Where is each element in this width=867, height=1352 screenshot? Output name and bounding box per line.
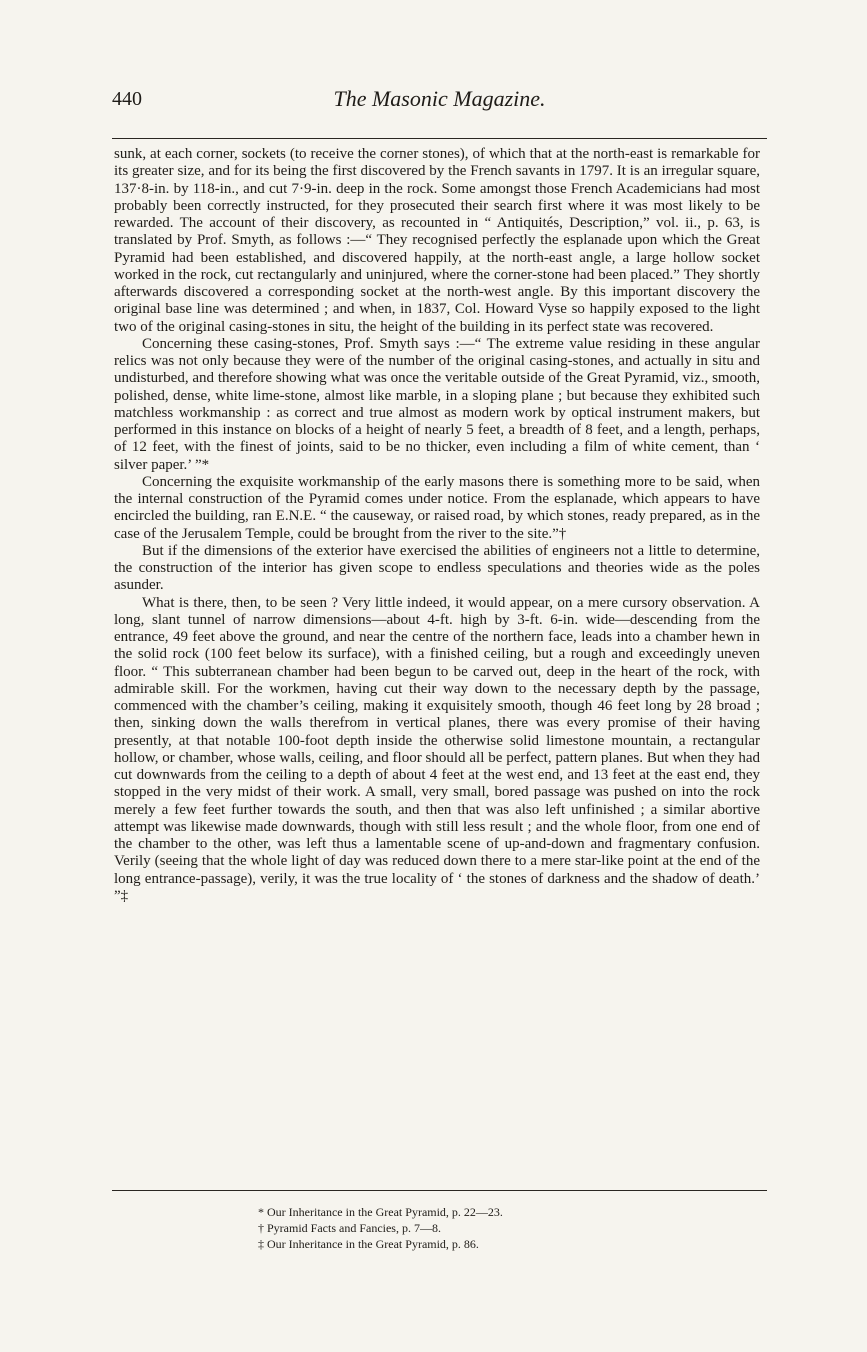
footnote-2: † Pyramid Facts and Fancies, p. 7—8. xyxy=(258,1221,441,1235)
paragraph-4: But if the dimensions of the exterior have exercised the abilities of engineers not a little to determine, the construction of the interior has given scope to endless speculations and theories wide as the poles asunder. xyxy=(114,542,760,594)
footnote-3: ‡ Our Inheritance in the Great Pyramid, p. 86. xyxy=(258,1237,479,1251)
paragraph-1: sunk, at each corner, sockets (to receive the corner stones), of which that at the north-east is remarkable for its greater size, and for its being the first discovered by the French savants in 1797. It is an irregular square, 137·8-in. by 118-in., and cut 7·9-in. deep in the rock. Some amongst those French Academicians had most probably been correctly instructed, for they prosecuted their search first where it was most likely to be rewarded. The account of their discovery, as recounted in “ Antiquités, Description,” vol. ii., p. 63, is translated by Prof. Smyth, as follows :—“ They recognised perfectly the esplanade upon which the Great Pyramid had been established, and discovered happily, at the north-east angle, a large hollow socket worked in the rock, cut rectangularly and uninjured, where the corner-stone had been placed.” They shortly afterwards discovered a corresponding socket at the north-west angle. By this important discovery the original base line was determined ; and when, in 1837, Col. Howard Vyse so happily exposed to the light two of the original casing-stones in situ, the height of the building in its perfect state was recovered. xyxy=(114,146,760,335)
page-number: 440 xyxy=(112,88,142,110)
paragraph-5: What is there, then, to be seen ? Very little indeed, it would appear, on a mere cursory observation. A long, slant tunnel of narrow dimensions—about 4-ft. high by 3-ft. 6-in. wide—descending from the entrance, 49 feet above the ground, and near the centre of the northern face, leads into a chamber hewn in the solid rock (100 feet below its surface), with a finished ceiling, but a rough and exceedingly uneven floor. “ This subterranean chamber had been begun to be carved out, deep in the heart of the rock, with admirable skill. For the workmen, having cut their way down to the necessary depth by the passage, commenced with the chamber’s ceiling, making it exquisitely smooth, though 46 feet long by 28 broad ; then, sinking down the walls therefrom in vertical planes, there was every promise of their having presently, at that notable 100-foot depth inside the otherwise solid limestone mountain, a rectangular hollow, or chamber, whose walls, ceiling, and floor should all be perfect, pattern planes. But when they had cut downwards from the ceiling to a depth of about 4 feet at the west end, and 13 feet at the east end, they stopped in the very midst of their work. A small, very small, bored passage was pushed on into the rock merely a few feet further towards the south, and then that was also left unfinished ; a similar abortive attempt was likewise made downwards, though with still less result ; and the whole floor, from one end of the chamber to the other, was left thus a lamentable scene of up-and-down and fragmentary confusion. Verily (seeing that the whole light of day was reduced down there to a mere star-like point at the end of the long entrance-passage), verily, it was the true locality of ‘ the stones of darkness and the shadow of death.’ ”‡ xyxy=(114,594,760,904)
footnotes xyxy=(258,1204,503,1252)
article-body xyxy=(114,146,760,905)
footnote-1: * Our Inheritance in the Great Pyramid, p. 22—23. xyxy=(258,1205,503,1219)
header-rule xyxy=(112,138,767,139)
paragraph-2: Concerning these casing-stones, Prof. Smyth says :—“ The extreme value residing in these angular relics was not only because they were of the number of the original casing-stones, and actually in situ and undisturbed, and therefore showing what was once the veritable outside of the Great Pyramid, viz., smooth, polished, dense, white lime-stone, almost like marble, in a sloping plane ; but because they exhibited such matchless workmanship : as correct and true almost as modern work by optical instrument makers, but performed in this instance on blocks of a height of nearly 5 feet, a breadth of 8 feet, and a length, perhaps, of 12 feet, with the finest of joints, said to be no thicker, even including a film of white cement, than ‘ silver paper.’ ”* xyxy=(114,335,760,473)
running-title: The Masonic Magazine. xyxy=(333,86,546,111)
paragraph-3: Concerning the exquisite workmanship of the early masons there is something more to be said, when the internal construction of the Pyramid comes under notice. From the esplanade, which appears to have encircled the building, ran E.N.E. “ the causeway, or raised road, by which stones, ready prepared, as in the case of the Jerusalem Temple, could be brought from the river to the site.”† xyxy=(114,473,760,542)
page-header xyxy=(112,86,767,120)
footnote-rule xyxy=(112,1190,767,1191)
